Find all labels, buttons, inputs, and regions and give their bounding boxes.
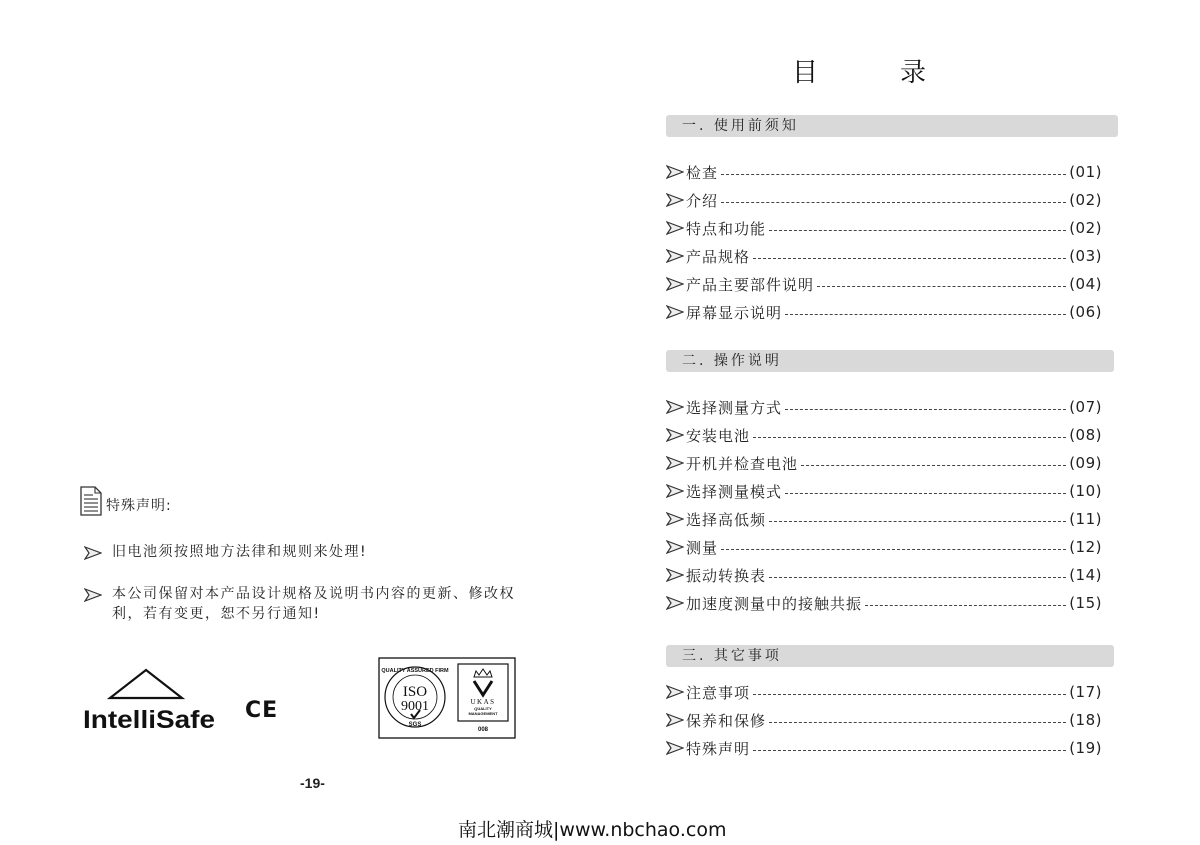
svg-text:9001: 9001 xyxy=(401,699,429,714)
arrow-bullet-icon xyxy=(666,685,684,699)
toc-entry[interactable] xyxy=(666,189,1102,211)
toc-entry-label: 保养和保修 xyxy=(686,711,767,730)
svg-text:008: 008 xyxy=(477,727,489,733)
toc-entry-label: 特殊声明 xyxy=(686,739,751,758)
toc-entry-label: 安装电池 xyxy=(686,426,751,445)
arrow-bullet-icon xyxy=(666,713,684,727)
toc-entry-page: (06) xyxy=(1069,303,1102,321)
toc-entry[interactable] xyxy=(666,452,1102,474)
dot-leader xyxy=(721,174,1066,175)
toc-entry-page: (18) xyxy=(1069,711,1102,729)
page-number: -19- xyxy=(300,775,325,791)
svg-text:ISO: ISO xyxy=(402,684,428,700)
dot-leader xyxy=(753,750,1066,751)
toc-entry[interactable] xyxy=(666,564,1102,586)
toc-entry-label: 开机并检查电池 xyxy=(686,454,799,473)
notice-item-text: 旧电池须按照地方法律和规则来处理! xyxy=(112,544,368,560)
toc-section-heading-2: 二. 操作说明 xyxy=(666,350,1114,372)
toc-entry-label: 选择测量模式 xyxy=(686,482,783,501)
document-icon xyxy=(80,486,102,516)
toc-entry-page: (15) xyxy=(1069,594,1102,612)
dot-leader xyxy=(817,286,1066,287)
intellisafe-logo xyxy=(82,667,217,733)
dot-leader xyxy=(769,230,1066,231)
dot-leader xyxy=(865,605,1066,606)
notice-item xyxy=(84,584,534,624)
notice-item-text: 本公司保留对本产品设计规格及说明书内容的更新、修改权利，若有变更，恕不另行通知! xyxy=(112,586,515,622)
toc-entry-label: 选择测量方式 xyxy=(686,398,783,417)
notice-item xyxy=(84,542,534,562)
toc-entry-page: (19) xyxy=(1069,739,1102,757)
toc-entry-label: 振动转换表 xyxy=(686,566,767,585)
arrow-bullet-icon xyxy=(666,165,684,179)
arrow-bullet-icon xyxy=(666,596,684,610)
toc-entry-page: (10) xyxy=(1069,482,1102,500)
dot-leader xyxy=(753,437,1066,438)
toc-entry-page: (14) xyxy=(1069,566,1102,584)
toc-entry[interactable] xyxy=(666,217,1102,239)
dot-leader xyxy=(769,722,1066,723)
dot-leader xyxy=(801,465,1066,466)
arrow-bullet-icon xyxy=(666,568,684,582)
toc-entry[interactable] xyxy=(666,480,1102,502)
notice-heading-text: 特殊声明: xyxy=(106,498,172,514)
arrow-bullet-icon xyxy=(84,588,102,602)
arrow-bullet-icon xyxy=(666,428,684,442)
toc-entry-label: 选择高低频 xyxy=(686,510,767,529)
notice-heading xyxy=(80,486,172,516)
toc-entry-page: (12) xyxy=(1069,538,1102,556)
toc-entry-page: (03) xyxy=(1069,247,1102,265)
toc-entry-page: (02) xyxy=(1069,219,1102,237)
toc-entry-label: 加速度测量中的接触共振 xyxy=(686,594,863,613)
toc-entry[interactable] xyxy=(666,301,1102,323)
toc-entry-page: (01) xyxy=(1069,163,1102,181)
toc-entry-label: 产品规格 xyxy=(686,247,751,266)
svg-text:UKAS: UKAS xyxy=(470,698,496,706)
toc-entry[interactable] xyxy=(666,161,1102,183)
toc-entry-label: 检查 xyxy=(686,163,719,182)
svg-text:QUALITY: QUALITY xyxy=(474,706,492,711)
arrow-bullet-icon xyxy=(666,249,684,263)
toc-entry[interactable] xyxy=(666,592,1102,614)
toc-section-heading-3: 三. 其它事项 xyxy=(666,645,1114,667)
toc-entry-page: (11) xyxy=(1069,510,1102,528)
toc-entry[interactable] xyxy=(666,245,1102,267)
dot-leader xyxy=(785,409,1066,410)
toc-title-char-1: 目 xyxy=(792,58,819,88)
svg-text:SGS: SGS xyxy=(408,722,422,728)
dot-leader xyxy=(769,521,1066,522)
dot-leader xyxy=(721,202,1066,203)
toc-entry[interactable] xyxy=(666,508,1102,530)
toc-entry-page: (08) xyxy=(1069,426,1102,444)
svg-text:IntelliSafe: IntelliSafe xyxy=(83,706,216,733)
arrow-bullet-icon xyxy=(666,221,684,235)
arrow-bullet-icon xyxy=(666,193,684,207)
toc-title-char-2: 录 xyxy=(900,58,927,88)
toc-entry-page: (17) xyxy=(1069,683,1102,701)
toc-entry-label: 屏幕显示说明 xyxy=(686,303,783,322)
toc-entry-page: (02) xyxy=(1069,191,1102,209)
arrow-bullet-icon xyxy=(666,305,684,319)
toc-entry[interactable] xyxy=(666,737,1102,759)
toc-entry-label: 介绍 xyxy=(686,191,719,210)
toc-entry-page: (09) xyxy=(1069,454,1102,472)
dot-leader xyxy=(721,549,1066,550)
svg-text:QUALITY ASSURED FIRM: QUALITY ASSURED FIRM xyxy=(381,668,449,674)
toc-entry-label: 测量 xyxy=(686,538,719,557)
toc-entry-label: 产品主要部件说明 xyxy=(686,275,815,294)
toc-entry[interactable] xyxy=(666,273,1102,295)
dot-leader xyxy=(753,694,1066,695)
arrow-bullet-icon xyxy=(666,484,684,498)
toc-entry-label: 注意事项 xyxy=(686,683,751,702)
svg-text:MANAGEMENT: MANAGEMENT xyxy=(468,711,498,716)
toc-entry[interactable] xyxy=(666,396,1102,418)
toc-entry-label: 特点和功能 xyxy=(686,219,767,238)
arrow-bullet-icon xyxy=(666,741,684,755)
toc-entry-page: (04) xyxy=(1069,275,1102,293)
watermark-link[interactable]: 南北潮商城|www.nbchao.com xyxy=(458,819,727,841)
iso-ukas-certification-logo xyxy=(378,657,516,739)
dot-leader xyxy=(785,493,1066,494)
toc-title xyxy=(790,52,940,88)
toc-entry-page: (07) xyxy=(1069,398,1102,416)
ce-mark-logo: CE xyxy=(245,698,279,723)
arrow-bullet-icon xyxy=(666,512,684,526)
arrow-bullet-icon xyxy=(666,400,684,414)
toc-entry[interactable] xyxy=(666,424,1102,446)
toc-entry[interactable] xyxy=(666,709,1102,731)
arrow-bullet-icon xyxy=(666,277,684,291)
arrow-bullet-icon xyxy=(666,456,684,470)
toc-entry[interactable] xyxy=(666,536,1102,558)
toc-entry[interactable] xyxy=(666,681,1102,703)
arrow-bullet-icon xyxy=(84,546,102,560)
toc-section-heading-1: 一. 使用前须知 xyxy=(666,115,1118,137)
arrow-bullet-icon xyxy=(666,540,684,554)
dot-leader xyxy=(785,314,1066,315)
dot-leader xyxy=(769,577,1066,578)
dot-leader xyxy=(753,258,1066,259)
